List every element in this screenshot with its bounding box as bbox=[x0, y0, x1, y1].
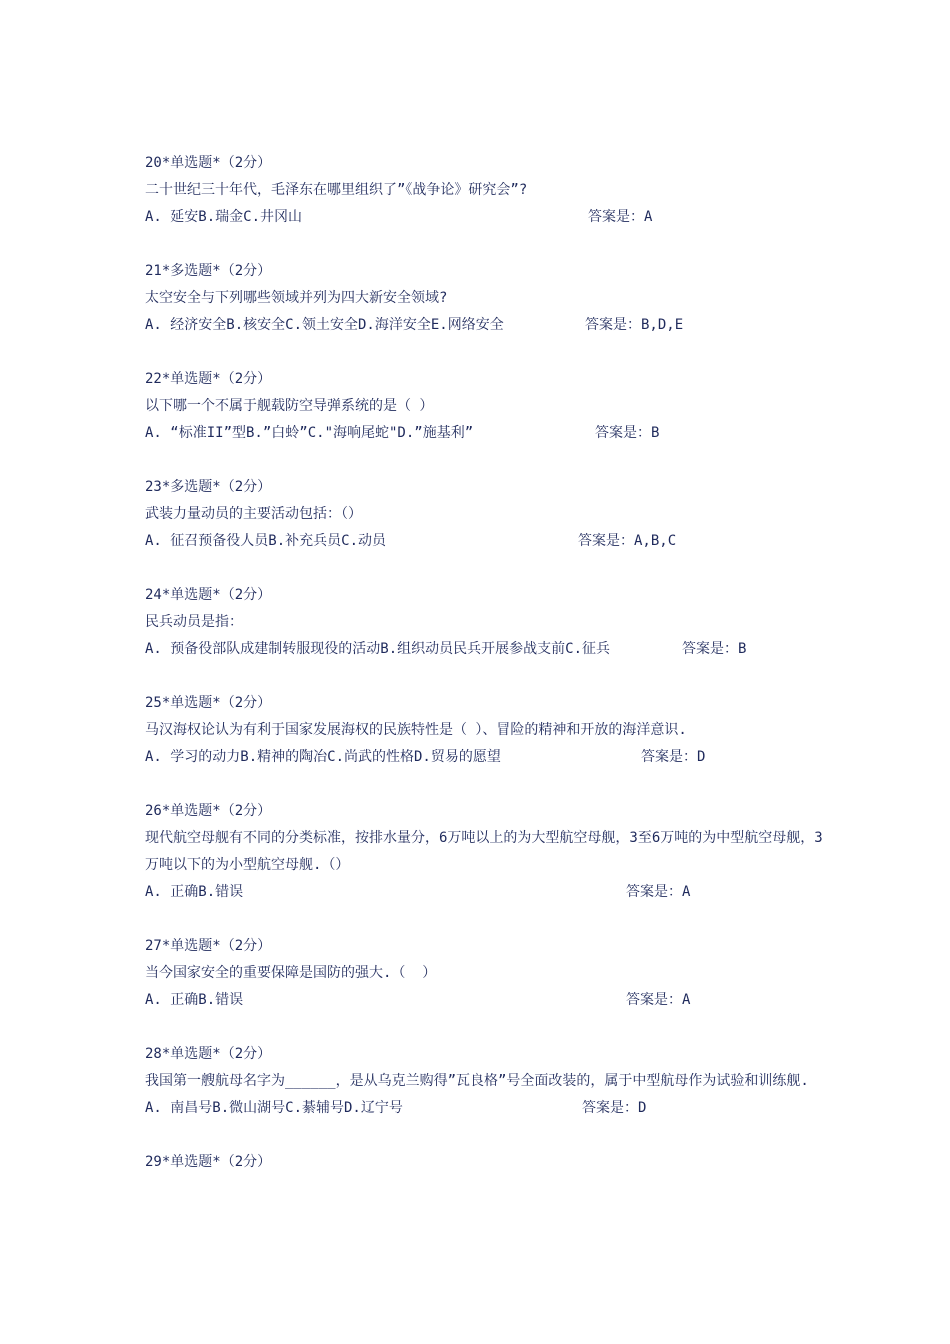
question-text: 当今国家安全的重要保障是国防的强大.（ ） bbox=[145, 965, 437, 981]
question-text: 民兵动员是指： bbox=[145, 614, 243, 630]
question-options-row bbox=[145, 420, 825, 447]
question-options: A. 学习的动力B.精神的陶冶C.尚武的性格D.贸易的愿望 bbox=[145, 749, 501, 765]
question-text: 二十世纪三十年代，毛泽东在哪里组织了”《战争论》研究会”? bbox=[145, 182, 528, 198]
question-header: 29*单选题*（2分） bbox=[145, 1154, 272, 1170]
question-answer: 答案是：D bbox=[641, 749, 706, 765]
question-header: 21*多选题*（2分） bbox=[145, 263, 272, 279]
question-options-row bbox=[145, 987, 825, 1014]
question-header: 24*单选题*（2分） bbox=[145, 587, 272, 603]
question-options: A. 延安B.瑞金C.井冈山 bbox=[145, 209, 303, 225]
question-options-row bbox=[145, 1095, 825, 1122]
question-29 bbox=[145, 1149, 825, 1176]
question-options-row bbox=[145, 528, 825, 555]
question-answer: 答案是：B,D,E bbox=[585, 317, 684, 333]
question-answer: 答案是：A bbox=[626, 992, 691, 1008]
question-header: 23*多选题*（2分） bbox=[145, 479, 272, 495]
question-options: A. 正确B.错误 bbox=[145, 884, 244, 900]
question-20 bbox=[145, 150, 825, 231]
question-text: 马汉海权论认为有利于国家发展海权的民族特性是（ ）、冒险的精神和开放的海洋意识. bbox=[145, 722, 687, 738]
question-header: 28*单选题*（2分） bbox=[145, 1046, 272, 1062]
question-text: 太空安全与下列哪些领域并列为四大新安全领域? bbox=[145, 290, 448, 306]
question-header: 27*单选题*（2分） bbox=[145, 938, 272, 954]
question-header: 26*单选题*（2分） bbox=[145, 803, 272, 819]
question-answer: 答案是：A bbox=[626, 884, 691, 900]
question-options: A. 经济安全B.核安全C.领土安全D.海洋安全E.网络安全 bbox=[145, 317, 504, 333]
question-header: 25*单选题*（2分） bbox=[145, 695, 272, 711]
question-27 bbox=[145, 933, 825, 1014]
question-23 bbox=[145, 474, 825, 555]
question-text: 现代航空母舰有不同的分类标准，按排水量分，6万吨以上的为大型航空母舰，3至6万吨的为中型航空母舰，3万吨以下的为小型航空母舰.（） bbox=[145, 830, 823, 873]
question-options-row bbox=[145, 744, 825, 771]
question-header: 20*单选题*（2分） bbox=[145, 155, 272, 171]
question-options: A. 南昌号B.微山湖号C.綦辅号D.辽宁号 bbox=[145, 1100, 403, 1116]
question-options: A. 正确B.错误 bbox=[145, 992, 244, 1008]
question-answer: 答案是：B bbox=[682, 641, 747, 657]
question-options-row bbox=[145, 636, 825, 663]
question-26 bbox=[145, 798, 825, 906]
question-options-row bbox=[145, 204, 825, 231]
question-options-row bbox=[145, 312, 825, 339]
question-21 bbox=[145, 258, 825, 339]
question-25 bbox=[145, 690, 825, 771]
question-answer: 答案是：D bbox=[582, 1100, 647, 1116]
question-options-row bbox=[145, 879, 825, 906]
question-header: 22*单选题*（2分） bbox=[145, 371, 272, 387]
question-answer: 答案是：B bbox=[595, 425, 660, 441]
question-options: A. “标准II”型B.”白蛉”C."海响尾蛇"D.”施基利” bbox=[145, 425, 474, 441]
question-24 bbox=[145, 582, 825, 663]
question-22 bbox=[145, 366, 825, 447]
question-answer: 答案是：A bbox=[588, 209, 653, 225]
question-options: A. 预备役部队成建制转服现役的活动B.组织动员民兵开展参战支前C.征兵 bbox=[145, 641, 610, 657]
question-text: 我国第一艘航母名字为______，是从乌克兰购得”瓦良格”号全面改装的，属于中型航母作为试验和训练舰. bbox=[145, 1073, 809, 1089]
question-options: A. 征召预备役人员B.补充兵员C.动员 bbox=[145, 533, 387, 549]
question-answer: 答案是：A,B,C bbox=[578, 533, 677, 549]
document-page bbox=[145, 150, 825, 1203]
question-text: 以下哪一个不属于舰载防空导弹系统的是（ ） bbox=[145, 398, 434, 414]
question-28 bbox=[145, 1041, 825, 1122]
question-text: 武装力量动员的主要活动包括：（） bbox=[145, 506, 362, 522]
